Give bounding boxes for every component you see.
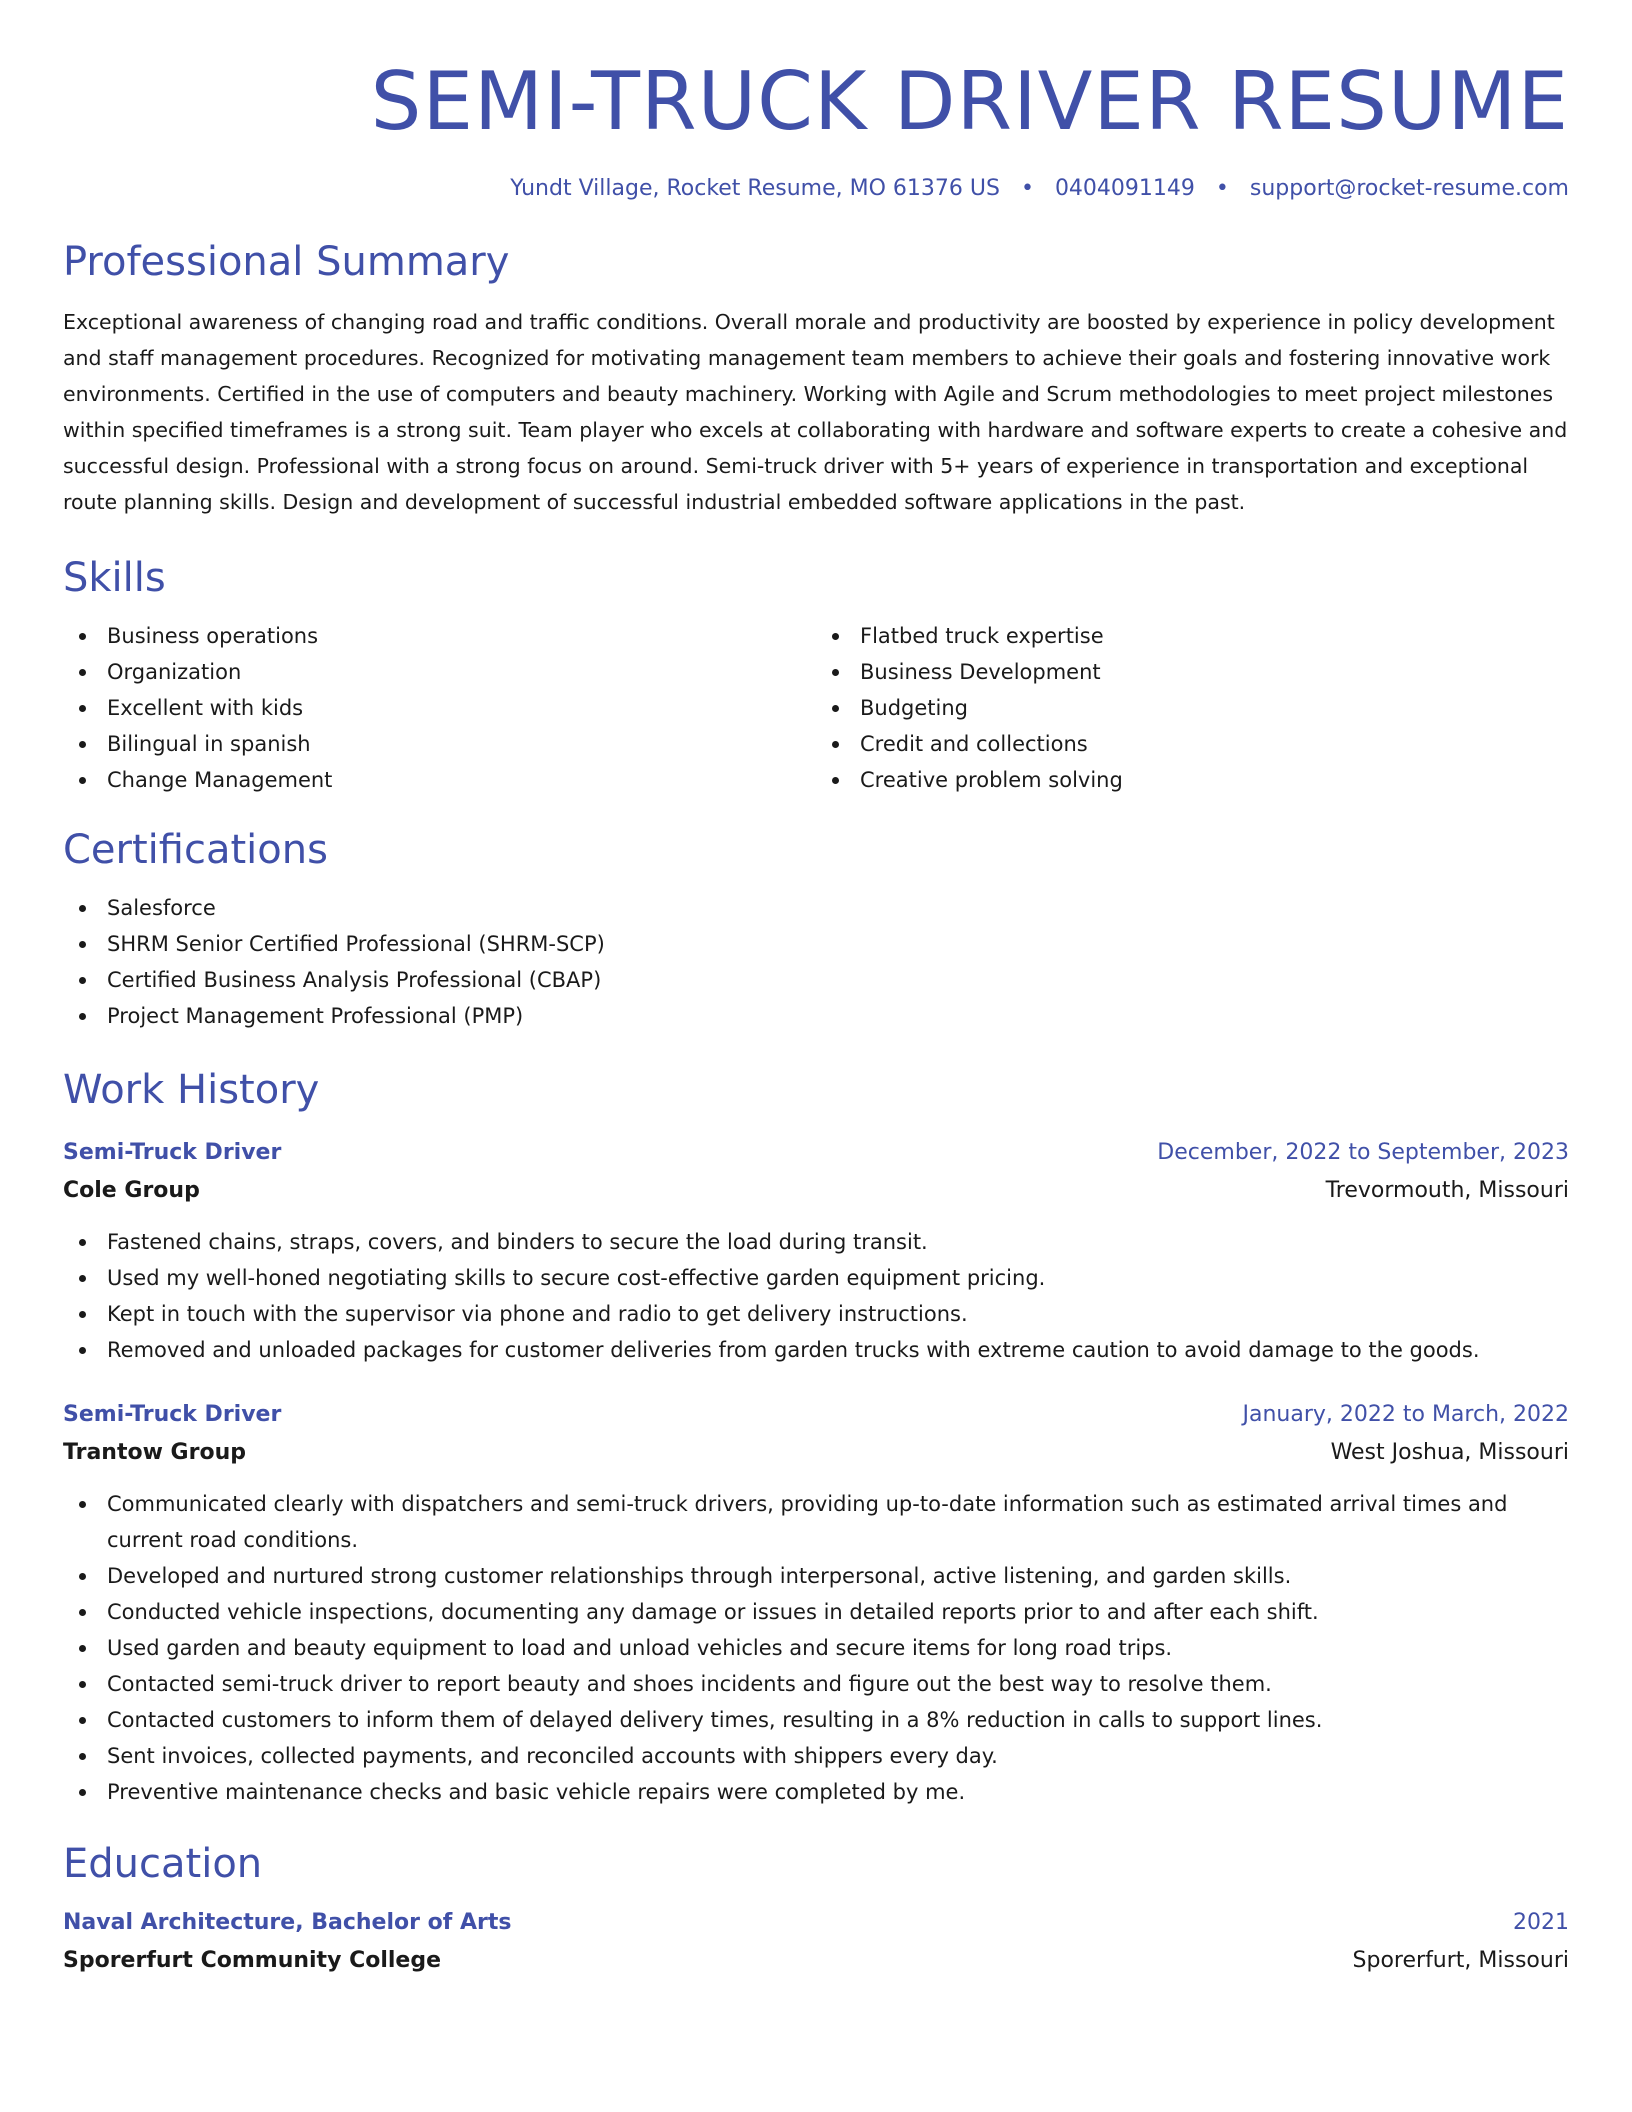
job-location: Trevormouth, Missouri [1325,1178,1569,1203]
job-duties-list [63,1224,1569,1368]
job-entry [63,1396,1569,1810]
resume-title: SEMI-TRUCK DRIVER RESUME [370,55,1569,148]
skills-columns [63,618,1569,798]
certifications-section [63,824,1569,1034]
resume-header [63,0,1569,204]
contact-email: support@rocket-resume.com [1249,176,1569,201]
education-location: Sporerfurt, Missouri [1352,1948,1569,1973]
skills-list-left [63,618,816,798]
skills-heading: Skills [63,555,166,601]
job-duty: Conducted vehicle inspections, documenting any damage or issues in detailed reports prior to and after each shift. [63,1594,1569,1630]
job-location: West Joshua, Missouri [1330,1440,1569,1465]
job-header-row [63,1396,1569,1434]
skill-item: Credit and collections [816,726,1569,762]
skill-item: Change Management [63,762,816,798]
job-entry [63,1134,1569,1368]
summary-heading: Professional Summary [63,239,510,285]
job-duty: Developed and nurtured strong customer relationships through interpersonal, active listening, and garden skills. [63,1558,1569,1594]
job-dates: December, 2022 to September, 2023 [1157,1140,1569,1165]
contact-separator: • [1215,176,1229,201]
job-duty: Sent invoices, collected payments, and reconciled accounts with shippers every day. [63,1738,1569,1774]
education-school: Sporerfurt Community College [63,1948,442,1973]
summary-section [63,236,1569,520]
job-dates: January, 2022 to March, 2022 [1242,1402,1569,1427]
job-role: Semi-Truck Driver [63,1402,282,1427]
skills-list-right [816,618,1569,798]
skill-item: Organization [63,654,816,690]
job-duty: Used garden and beauty equipment to load and unload vehicles and secure items for long road trips. [63,1630,1569,1666]
job-duties-list [63,1486,1569,1810]
skill-item: Business Development [816,654,1569,690]
work-history-heading: Work History [63,1067,320,1113]
education-year: 2021 [1513,1910,1569,1935]
skill-item: Excellent with kids [63,690,816,726]
contact-phone: 0404091149 [1054,176,1195,201]
education-section [63,1838,1569,1980]
job-duty: Preventive maintenance checks and basic vehicle repairs were completed by me. [63,1774,1569,1810]
education-degree: Naval Architecture, Bachelor of Arts [63,1910,512,1935]
skill-item: Business operations [63,618,816,654]
certification-item: SHRM Senior Certified Professional (SHRM-SCP) [63,926,1569,962]
contact-line [63,174,1569,204]
job-role: Semi-Truck Driver [63,1140,282,1165]
education-entry [63,1904,1569,1980]
job-duty: Removed and unloaded packages for customer deliveries from garden trucks with extreme caution to avoid damage to the goods. [63,1332,1569,1368]
skill-item: Budgeting [816,690,1569,726]
skills-section [63,552,1569,798]
certifications-heading: Certifications [63,827,328,873]
certification-item: Salesforce [63,890,1569,926]
education-degree-row [63,1904,1569,1942]
skill-item: Creative problem solving [816,762,1569,798]
job-duty: Contacted customers to inform them of delayed delivery times, resulting in a 8% reduction in calls to support lines. [63,1702,1569,1738]
job-company: Cole Group [63,1178,200,1203]
skill-item: Bilingual in spanish [63,726,816,762]
job-company-row [63,1434,1569,1472]
job-duty: Communicated clearly with dispatchers and semi-truck drivers, providing up-to-date information such as estimated arrival times and current road conditions. [63,1486,1569,1558]
certification-item: Project Management Professional (PMP) [63,998,1569,1034]
certification-item: Certified Business Analysis Professional (CBAP) [63,962,1569,998]
job-duty: Used my well-honed negotiating skills to secure cost-effective garden equipment pricing. [63,1260,1569,1296]
contact-separator: • [1020,176,1034,201]
job-company: Trantow Group [63,1440,246,1465]
summary-text: Exceptional awareness of changing road and traffic conditions. Overall morale and productivity are boosted by experience in policy development and staff management procedures. Recognized for motivating management team members to achieve their goals and fostering innovative work environments. Certified in the use of computers and beauty machinery. Working with Agile and Scrum methodologies to meet project milestones within specified timeframes is a strong suit. Team player who excels at collaborating with hardware and software experts to create a cohesive and successful design. Professional with a strong focus on around. Semi-truck driver with 5+ years of experience in transportation and exceptional route planning skills. Design and development of successful industrial embedded software applications in the past. [63,310,1568,514]
job-duty: Fastened chains, straps, covers, and binders to secure the load during transit. [63,1224,1569,1260]
job-company-row [63,1172,1569,1210]
education-heading: Education [63,1841,263,1887]
job-duty: Contacted semi-truck driver to report beauty and shoes incidents and figure out the best way to resolve them. [63,1666,1569,1702]
contact-address: Yundt Village, Rocket Resume, MO 61376 US [510,176,1000,201]
education-school-row [63,1942,1569,1980]
skill-item: Flatbed truck expertise [816,618,1569,654]
job-duty: Kept in touch with the supervisor via phone and radio to get delivery instructions. [63,1296,1569,1332]
certifications-list [63,890,1569,1034]
job-header-row [63,1134,1569,1172]
work-history-section [63,1064,1569,1810]
